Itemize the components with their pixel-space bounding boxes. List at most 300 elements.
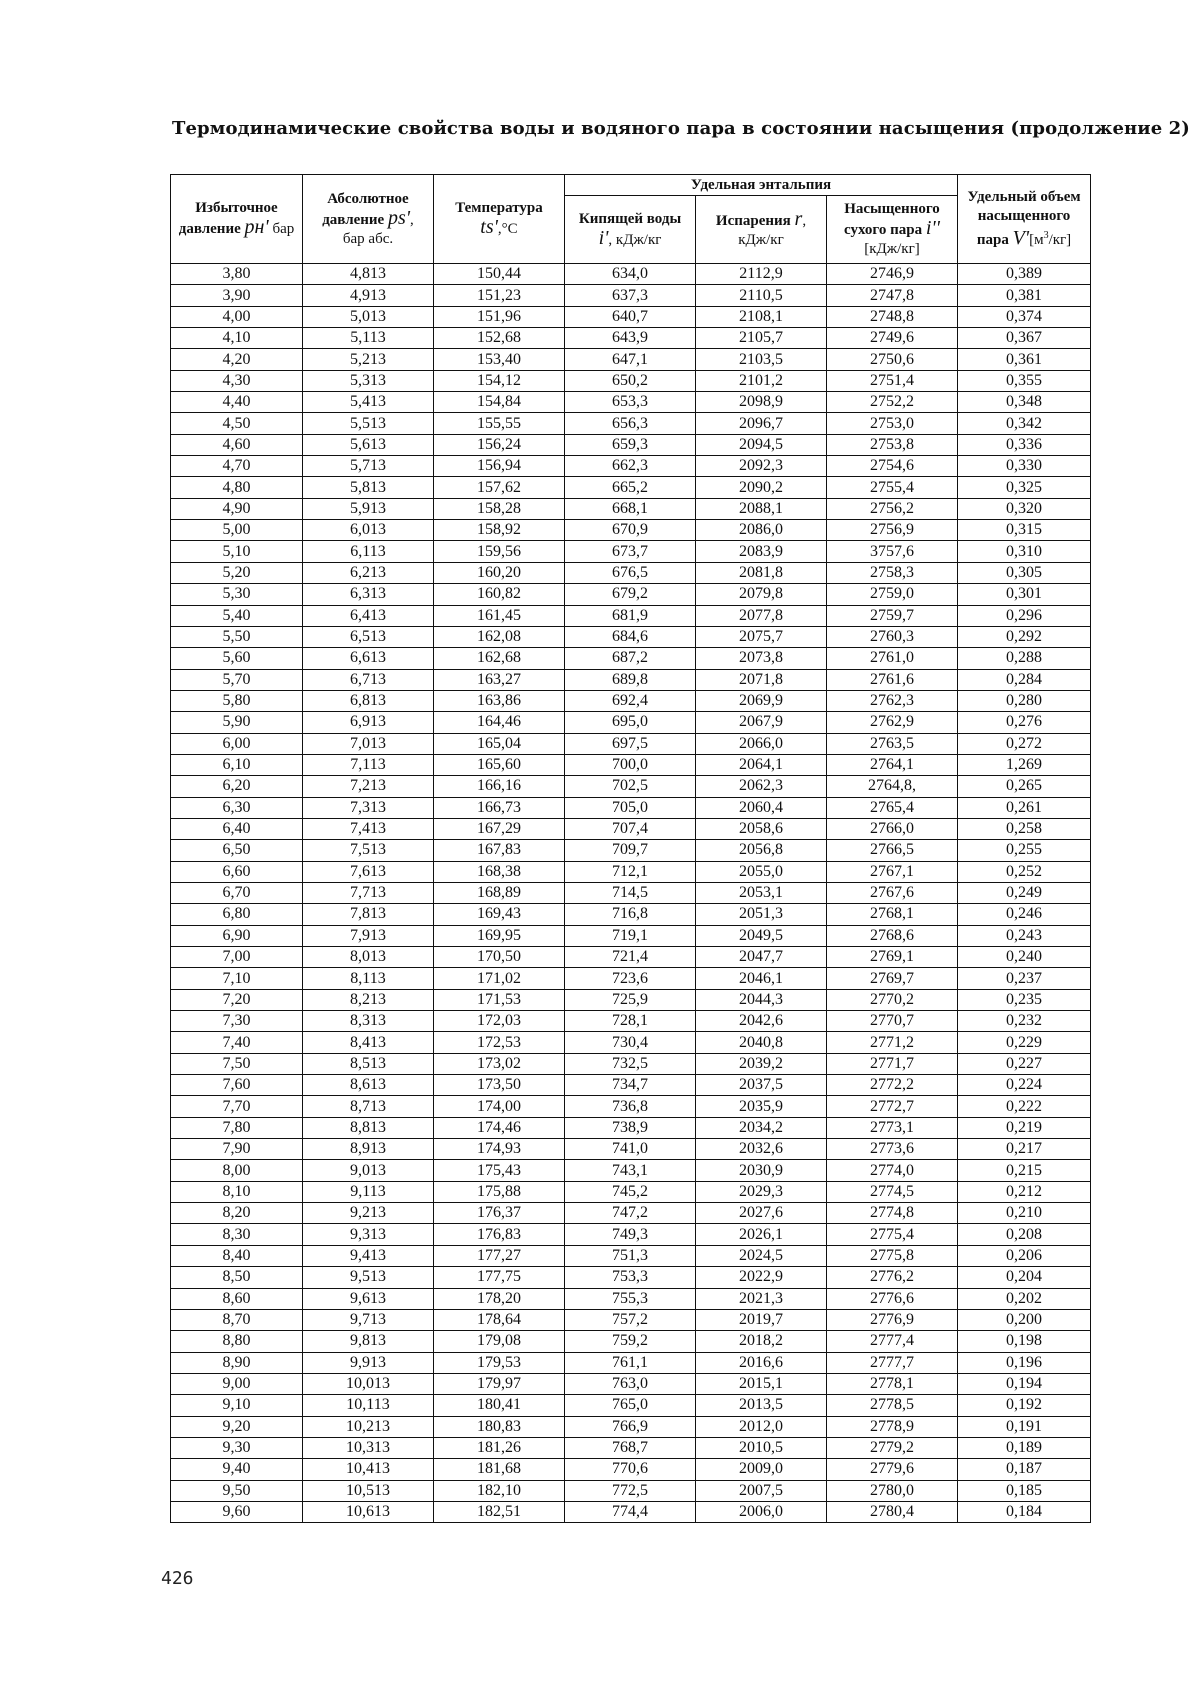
specific-volume-cell: 0,355 <box>958 370 1091 391</box>
boiling-water-enthalpy-cell: 676,5 <box>565 562 696 583</box>
specific-volume-cell: 0,227 <box>958 1053 1091 1074</box>
absolute-pressure-cell: 5,313 <box>303 370 434 391</box>
dry-steam-enthalpy-cell: 2776,6 <box>827 1288 958 1309</box>
specific-volume-cell: 0,202 <box>958 1288 1091 1309</box>
gauge-pressure-cell: 5,20 <box>171 562 303 583</box>
absolute-pressure-cell: 7,013 <box>303 733 434 754</box>
evaporation-enthalpy-cell: 2079,8 <box>696 584 827 605</box>
gauge-pressure-cell: 8,60 <box>171 1288 303 1309</box>
specific-volume-cell: 0,212 <box>958 1181 1091 1202</box>
dry-steam-enthalpy-cell: 2778,9 <box>827 1416 958 1437</box>
gauge-pressure-cell: 7,40 <box>171 1032 303 1053</box>
gauge-pressure-cell: 7,30 <box>171 1011 303 1032</box>
dry-steam-enthalpy-cell: 2746,9 <box>827 264 958 285</box>
table-row <box>171 349 1091 370</box>
boiling-water-enthalpy-cell: 656,3 <box>565 413 696 434</box>
evaporation-enthalpy-cell: 2083,9 <box>696 541 827 562</box>
specific-volume-cell: 0,235 <box>958 989 1091 1010</box>
table-body <box>171 264 1091 1523</box>
table-row <box>171 733 1091 754</box>
gauge-pressure-cell: 6,90 <box>171 925 303 946</box>
evaporation-enthalpy-cell: 2039,2 <box>696 1053 827 1074</box>
table-row <box>171 1331 1091 1352</box>
absolute-pressure-cell: 7,913 <box>303 925 434 946</box>
evaporation-enthalpy-cell: 2006,0 <box>696 1501 827 1522</box>
symbol-ts: ts' <box>480 216 498 238</box>
table-row <box>171 925 1091 946</box>
gauge-pressure-cell: 4,60 <box>171 434 303 455</box>
evaporation-enthalpy-cell: 2022,9 <box>696 1267 827 1288</box>
dry-steam-enthalpy-cell: 2778,1 <box>827 1373 958 1394</box>
temperature-cell: 174,46 <box>434 1117 565 1138</box>
temperature-cell: 156,24 <box>434 434 565 455</box>
temperature-cell: 165,04 <box>434 733 565 754</box>
specific-volume-cell: 0,208 <box>958 1224 1091 1245</box>
temperature-cell: 172,03 <box>434 1011 565 1032</box>
table-row <box>171 1309 1091 1330</box>
dry-steam-enthalpy-cell: 2777,4 <box>827 1331 958 1352</box>
dry-steam-enthalpy-cell: 2754,6 <box>827 456 958 477</box>
evaporation-enthalpy-cell: 2044,3 <box>696 989 827 1010</box>
temperature-cell: 159,56 <box>434 541 565 562</box>
gauge-pressure-cell: 9,20 <box>171 1416 303 1437</box>
table-row <box>171 861 1091 882</box>
table-row <box>171 1075 1091 1096</box>
specific-volume-cell: 0,272 <box>958 733 1091 754</box>
dry-steam-enthalpy-cell: 2766,5 <box>827 840 958 861</box>
temperature-cell: 169,95 <box>434 925 565 946</box>
temperature-cell: 179,97 <box>434 1373 565 1394</box>
dry-steam-enthalpy-cell: 2761,6 <box>827 669 958 690</box>
table-row <box>171 1416 1091 1437</box>
boiling-water-enthalpy-cell: 761,1 <box>565 1352 696 1373</box>
dry-steam-enthalpy-cell: 2747,8 <box>827 285 958 306</box>
table-row <box>171 1096 1091 1117</box>
absolute-pressure-cell: 8,113 <box>303 968 434 989</box>
gauge-pressure-cell: 6,50 <box>171 840 303 861</box>
temperature-cell: 150,44 <box>434 264 565 285</box>
evaporation-enthalpy-cell: 2007,5 <box>696 1480 827 1501</box>
evaporation-enthalpy-cell: 2067,9 <box>696 712 827 733</box>
gauge-pressure-cell: 5,90 <box>171 712 303 733</box>
specific-volume-cell: 0,229 <box>958 1032 1091 1053</box>
dry-steam-enthalpy-cell: 2770,7 <box>827 1011 958 1032</box>
absolute-pressure-cell: 8,313 <box>303 1011 434 1032</box>
evaporation-enthalpy-cell: 2105,7 <box>696 328 827 349</box>
dry-steam-enthalpy-cell: 2748,8 <box>827 306 958 327</box>
gauge-pressure-cell: 4,90 <box>171 498 303 519</box>
specific-volume-cell: 0,222 <box>958 1096 1091 1117</box>
boiling-water-enthalpy-cell: 743,1 <box>565 1160 696 1181</box>
dry-steam-enthalpy-cell: 2768,1 <box>827 904 958 925</box>
absolute-pressure-cell: 9,713 <box>303 1309 434 1330</box>
evaporation-enthalpy-cell: 2035,9 <box>696 1096 827 1117</box>
absolute-pressure-cell: 5,713 <box>303 456 434 477</box>
temperature-cell: 175,43 <box>434 1160 565 1181</box>
dry-steam-enthalpy-cell: 2764,8, <box>827 776 958 797</box>
boiling-water-enthalpy-cell: 700,0 <box>565 754 696 775</box>
dry-steam-enthalpy-cell: 2763,5 <box>827 733 958 754</box>
boiling-water-enthalpy-cell: 650,2 <box>565 370 696 391</box>
absolute-pressure-cell: 10,213 <box>303 1416 434 1437</box>
table-row <box>171 1203 1091 1224</box>
gauge-pressure-cell: 7,20 <box>171 989 303 1010</box>
absolute-pressure-cell: 6,613 <box>303 648 434 669</box>
absolute-pressure-cell: 4,913 <box>303 285 434 306</box>
absolute-pressure-cell: 6,213 <box>303 562 434 583</box>
temperature-cell: 168,89 <box>434 882 565 903</box>
boiling-water-enthalpy-cell: 692,4 <box>565 690 696 711</box>
table-row <box>171 1267 1091 1288</box>
temperature-cell: 163,86 <box>434 690 565 711</box>
boiling-water-enthalpy-cell: 665,2 <box>565 477 696 498</box>
header-evaporation-enthalpy: Испарения r, кДж/кг <box>696 196 827 264</box>
gauge-pressure-cell: 5,60 <box>171 648 303 669</box>
absolute-pressure-cell: 8,413 <box>303 1032 434 1053</box>
evaporation-enthalpy-cell: 2013,5 <box>696 1395 827 1416</box>
dry-steam-enthalpy-cell: 2776,9 <box>827 1309 958 1330</box>
specific-volume-cell: 0,219 <box>958 1117 1091 1138</box>
specific-volume-cell: 0,210 <box>958 1203 1091 1224</box>
table-row <box>171 1395 1091 1416</box>
temperature-cell: 176,37 <box>434 1203 565 1224</box>
table-row <box>171 584 1091 605</box>
symbol-v: V' <box>1012 227 1030 249</box>
temperature-cell: 173,50 <box>434 1075 565 1096</box>
table-row <box>171 285 1091 306</box>
dry-steam-enthalpy-cell: 2769,1 <box>827 947 958 968</box>
absolute-pressure-cell: 6,713 <box>303 669 434 690</box>
absolute-pressure-cell: 7,513 <box>303 840 434 861</box>
dry-steam-enthalpy-cell: 2751,4 <box>827 370 958 391</box>
evaporation-enthalpy-cell: 2024,5 <box>696 1245 827 1266</box>
specific-volume-cell: 0,336 <box>958 434 1091 455</box>
specific-volume-cell: 0,342 <box>958 413 1091 434</box>
temperature-cell: 163,27 <box>434 669 565 690</box>
evaporation-enthalpy-cell: 2032,6 <box>696 1139 827 1160</box>
boiling-water-enthalpy-cell: 725,9 <box>565 989 696 1010</box>
evaporation-enthalpy-cell: 2071,8 <box>696 669 827 690</box>
table-row <box>171 626 1091 647</box>
dry-steam-enthalpy-cell: 2769,7 <box>827 968 958 989</box>
temperature-cell: 176,83 <box>434 1224 565 1245</box>
symbol-ps: ps' <box>387 206 411 229</box>
temperature-cell: 154,12 <box>434 370 565 391</box>
temperature-cell: 155,55 <box>434 413 565 434</box>
absolute-pressure-cell: 10,613 <box>303 1501 434 1522</box>
absolute-pressure-cell: 5,213 <box>303 349 434 370</box>
gauge-pressure-cell: 5,00 <box>171 520 303 541</box>
absolute-pressure-cell: 10,313 <box>303 1437 434 1458</box>
dry-steam-enthalpy-cell: 2758,3 <box>827 562 958 583</box>
temperature-cell: 160,82 <box>434 584 565 605</box>
specific-volume-cell: 0,191 <box>958 1416 1091 1437</box>
temperature-cell: 162,08 <box>434 626 565 647</box>
specific-volume-cell: 0,315 <box>958 520 1091 541</box>
evaporation-enthalpy-cell: 2066,0 <box>696 733 827 754</box>
temperature-cell: 181,68 <box>434 1459 565 1480</box>
gauge-pressure-cell: 4,80 <box>171 477 303 498</box>
table-row <box>171 1117 1091 1138</box>
dry-steam-enthalpy-cell: 2774,8 <box>827 1203 958 1224</box>
specific-volume-cell: 0,184 <box>958 1501 1091 1522</box>
boiling-water-enthalpy-cell: 765,0 <box>565 1395 696 1416</box>
dry-steam-enthalpy-cell: 2771,2 <box>827 1032 958 1053</box>
evaporation-enthalpy-cell: 2088,1 <box>696 498 827 519</box>
absolute-pressure-cell: 9,213 <box>303 1203 434 1224</box>
absolute-pressure-cell: 10,513 <box>303 1480 434 1501</box>
temperature-cell: 172,53 <box>434 1032 565 1053</box>
table-row <box>171 776 1091 797</box>
gauge-pressure-cell: 3,90 <box>171 285 303 306</box>
evaporation-enthalpy-cell: 2086,0 <box>696 520 827 541</box>
table-row <box>171 669 1091 690</box>
evaporation-enthalpy-cell: 2030,9 <box>696 1160 827 1181</box>
specific-volume-cell: 0,243 <box>958 925 1091 946</box>
table-row <box>171 1224 1091 1245</box>
gauge-pressure-cell: 7,10 <box>171 968 303 989</box>
absolute-pressure-cell: 9,413 <box>303 1245 434 1266</box>
specific-volume-cell: 0,261 <box>958 797 1091 818</box>
table-row <box>171 370 1091 391</box>
absolute-pressure-cell: 7,413 <box>303 818 434 839</box>
boiling-water-enthalpy-cell: 697,5 <box>565 733 696 754</box>
evaporation-enthalpy-cell: 2077,8 <box>696 605 827 626</box>
gauge-pressure-cell: 9,10 <box>171 1395 303 1416</box>
boiling-water-enthalpy-cell: 730,4 <box>565 1032 696 1053</box>
boiling-water-enthalpy-cell: 734,7 <box>565 1075 696 1096</box>
specific-volume-cell: 0,185 <box>958 1480 1091 1501</box>
gauge-pressure-cell: 5,40 <box>171 605 303 626</box>
boiling-water-enthalpy-cell: 736,8 <box>565 1096 696 1117</box>
absolute-pressure-cell: 7,113 <box>303 754 434 775</box>
boiling-water-enthalpy-cell: 753,3 <box>565 1267 696 1288</box>
absolute-pressure-cell: 5,413 <box>303 392 434 413</box>
evaporation-enthalpy-cell: 2029,3 <box>696 1181 827 1202</box>
gauge-pressure-cell: 5,10 <box>171 541 303 562</box>
absolute-pressure-cell: 9,013 <box>303 1160 434 1181</box>
table-row <box>171 840 1091 861</box>
temperature-cell: 174,93 <box>434 1139 565 1160</box>
boiling-water-enthalpy-cell: 640,7 <box>565 306 696 327</box>
dry-steam-enthalpy-cell: 2764,1 <box>827 754 958 775</box>
specific-volume-cell: 0,367 <box>958 328 1091 349</box>
gauge-pressure-cell: 4,00 <box>171 306 303 327</box>
temperature-cell: 158,92 <box>434 520 565 541</box>
boiling-water-enthalpy-cell: 709,7 <box>565 840 696 861</box>
boiling-water-enthalpy-cell: 719,1 <box>565 925 696 946</box>
specific-volume-cell: 0,252 <box>958 861 1091 882</box>
table-row <box>171 605 1091 626</box>
dry-steam-enthalpy-cell: 2773,1 <box>827 1117 958 1138</box>
gauge-pressure-cell: 7,00 <box>171 947 303 968</box>
specific-volume-cell: 0,198 <box>958 1331 1091 1352</box>
evaporation-enthalpy-cell: 2019,7 <box>696 1309 827 1330</box>
temperature-cell: 180,83 <box>434 1416 565 1437</box>
table-header <box>171 175 1091 264</box>
specific-volume-cell: 0,361 <box>958 349 1091 370</box>
specific-volume-cell: 0,284 <box>958 669 1091 690</box>
table-row <box>171 477 1091 498</box>
gauge-pressure-cell: 8,40 <box>171 1245 303 1266</box>
boiling-water-enthalpy-cell: 695,0 <box>565 712 696 733</box>
gauge-pressure-cell: 8,20 <box>171 1203 303 1224</box>
table-row <box>171 413 1091 434</box>
temperature-cell: 158,28 <box>434 498 565 519</box>
saturation-properties-table <box>170 174 1091 1523</box>
gauge-pressure-cell: 8,50 <box>171 1267 303 1288</box>
specific-volume-cell: 0,305 <box>958 562 1091 583</box>
dry-steam-enthalpy-cell: 2765,4 <box>827 797 958 818</box>
dry-steam-enthalpy-cell: 2767,1 <box>827 861 958 882</box>
dry-steam-enthalpy-cell: 2773,6 <box>827 1139 958 1160</box>
boiling-water-enthalpy-cell: 772,5 <box>565 1480 696 1501</box>
symbol-pn: pн' <box>244 216 269 238</box>
page-number: 426 <box>161 1568 194 1589</box>
dry-steam-enthalpy-cell: 2778,5 <box>827 1395 958 1416</box>
absolute-pressure-cell: 6,813 <box>303 690 434 711</box>
temperature-cell: 181,26 <box>434 1437 565 1458</box>
boiling-water-enthalpy-cell: 637,3 <box>565 285 696 306</box>
table-row <box>171 1373 1091 1394</box>
table-row <box>171 947 1091 968</box>
absolute-pressure-cell: 5,513 <box>303 413 434 434</box>
evaporation-enthalpy-cell: 2062,3 <box>696 776 827 797</box>
evaporation-enthalpy-cell: 2055,0 <box>696 861 827 882</box>
evaporation-enthalpy-cell: 2090,2 <box>696 477 827 498</box>
evaporation-enthalpy-cell: 2094,5 <box>696 434 827 455</box>
boiling-water-enthalpy-cell: 647,1 <box>565 349 696 370</box>
absolute-pressure-cell: 5,813 <box>303 477 434 498</box>
header-gauge-pressure: Избыточное давление pн' бар <box>171 175 303 264</box>
header-specific-enthalpy-group: Удельная энтальпия <box>565 175 958 196</box>
temperature-cell: 165,60 <box>434 754 565 775</box>
evaporation-enthalpy-cell: 2096,7 <box>696 413 827 434</box>
absolute-pressure-cell: 7,213 <box>303 776 434 797</box>
table-row <box>171 712 1091 733</box>
evaporation-enthalpy-cell: 2092,3 <box>696 456 827 477</box>
dry-steam-enthalpy-cell: 2756,9 <box>827 520 958 541</box>
evaporation-enthalpy-cell: 2101,2 <box>696 370 827 391</box>
boiling-water-enthalpy-cell: 659,3 <box>565 434 696 455</box>
dry-steam-enthalpy-cell: 2753,8 <box>827 434 958 455</box>
absolute-pressure-cell: 5,013 <box>303 306 434 327</box>
temperature-cell: 178,20 <box>434 1288 565 1309</box>
header-dry-steam-enthalpy: Насыщенного сухого пара i'' [кДж/кг] <box>827 196 958 264</box>
gauge-pressure-cell: 6,70 <box>171 882 303 903</box>
boiling-water-enthalpy-cell: 721,4 <box>565 947 696 968</box>
boiling-water-enthalpy-cell: 738,9 <box>565 1117 696 1138</box>
dry-steam-enthalpy-cell: 2770,2 <box>827 989 958 1010</box>
boiling-water-enthalpy-cell: 681,9 <box>565 605 696 626</box>
dry-steam-enthalpy-cell: 2780,0 <box>827 1480 958 1501</box>
gauge-pressure-cell: 6,20 <box>171 776 303 797</box>
table-row <box>171 968 1091 989</box>
specific-volume-cell: 0,194 <box>958 1373 1091 1394</box>
specific-volume-cell: 0,189 <box>958 1437 1091 1458</box>
evaporation-enthalpy-cell: 2009,0 <box>696 1459 827 1480</box>
temperature-cell: 166,16 <box>434 776 565 797</box>
evaporation-enthalpy-cell: 2018,2 <box>696 1331 827 1352</box>
dry-steam-enthalpy-cell: 2775,8 <box>827 1245 958 1266</box>
gauge-pressure-cell: 9,30 <box>171 1437 303 1458</box>
temperature-cell: 162,68 <box>434 648 565 669</box>
specific-volume-cell: 0,215 <box>958 1160 1091 1181</box>
table-row <box>171 264 1091 285</box>
dry-steam-enthalpy-cell: 2753,0 <box>827 413 958 434</box>
boiling-water-enthalpy-cell: 662,3 <box>565 456 696 477</box>
absolute-pressure-cell: 6,313 <box>303 584 434 605</box>
absolute-pressure-cell: 10,013 <box>303 1373 434 1394</box>
table-row <box>171 754 1091 775</box>
boiling-water-enthalpy-cell: 757,2 <box>565 1309 696 1330</box>
table-row <box>171 562 1091 583</box>
temperature-cell: 171,02 <box>434 968 565 989</box>
temperature-cell: 167,83 <box>434 840 565 861</box>
symbol-r: r <box>794 207 803 230</box>
specific-volume-cell: 0,330 <box>958 456 1091 477</box>
symbol-i-double-prime: i'' <box>925 217 940 240</box>
specific-volume-cell: 0,310 <box>958 541 1091 562</box>
dry-steam-enthalpy-cell: 2771,7 <box>827 1053 958 1074</box>
absolute-pressure-cell: 9,313 <box>303 1224 434 1245</box>
boiling-water-enthalpy-cell: 763,0 <box>565 1373 696 1394</box>
table-row <box>171 498 1091 519</box>
temperature-cell: 180,41 <box>434 1395 565 1416</box>
specific-volume-cell: 0,237 <box>958 968 1091 989</box>
boiling-water-enthalpy-cell: 768,7 <box>565 1437 696 1458</box>
temperature-cell: 161,45 <box>434 605 565 626</box>
evaporation-enthalpy-cell: 2021,3 <box>696 1288 827 1309</box>
boiling-water-enthalpy-cell: 668,1 <box>565 498 696 519</box>
dry-steam-enthalpy-cell: 2774,0 <box>827 1160 958 1181</box>
specific-volume-cell: 0,249 <box>958 882 1091 903</box>
evaporation-enthalpy-cell: 2110,5 <box>696 285 827 306</box>
specific-volume-cell: 0,240 <box>958 947 1091 968</box>
absolute-pressure-cell: 8,513 <box>303 1053 434 1074</box>
absolute-pressure-cell: 6,513 <box>303 626 434 647</box>
temperature-cell: 160,20 <box>434 562 565 583</box>
evaporation-enthalpy-cell: 2026,1 <box>696 1224 827 1245</box>
gauge-pressure-cell: 8,00 <box>171 1160 303 1181</box>
temperature-cell: 170,50 <box>434 947 565 968</box>
boiling-water-enthalpy-cell: 749,3 <box>565 1224 696 1245</box>
evaporation-enthalpy-cell: 2060,4 <box>696 797 827 818</box>
temperature-cell: 164,46 <box>434 712 565 733</box>
table-row <box>171 1437 1091 1458</box>
dry-steam-enthalpy-cell: 2775,4 <box>827 1224 958 1245</box>
specific-volume-cell: 0,196 <box>958 1352 1091 1373</box>
temperature-cell: 157,62 <box>434 477 565 498</box>
absolute-pressure-cell: 9,913 <box>303 1352 434 1373</box>
boiling-water-enthalpy-cell: 702,5 <box>565 776 696 797</box>
dry-steam-enthalpy-cell: 2755,4 <box>827 477 958 498</box>
table-row <box>171 392 1091 413</box>
absolute-pressure-cell: 5,113 <box>303 328 434 349</box>
boiling-water-enthalpy-cell: 747,2 <box>565 1203 696 1224</box>
dry-steam-enthalpy-cell: 2767,6 <box>827 882 958 903</box>
boiling-water-enthalpy-cell: 679,2 <box>565 584 696 605</box>
table-row <box>171 818 1091 839</box>
absolute-pressure-cell: 10,113 <box>303 1395 434 1416</box>
header-specific-volume: Удельный объем насыщенного пара $V'[м^3/кг]$ <box>958 175 1091 264</box>
dry-steam-enthalpy-cell: 2760,3 <box>827 626 958 647</box>
gauge-pressure-cell: 7,70 <box>171 1096 303 1117</box>
temperature-cell: 166,73 <box>434 797 565 818</box>
boiling-water-enthalpy-cell: 653,3 <box>565 392 696 413</box>
temperature-cell: 153,40 <box>434 349 565 370</box>
temperature-cell: 152,68 <box>434 328 565 349</box>
